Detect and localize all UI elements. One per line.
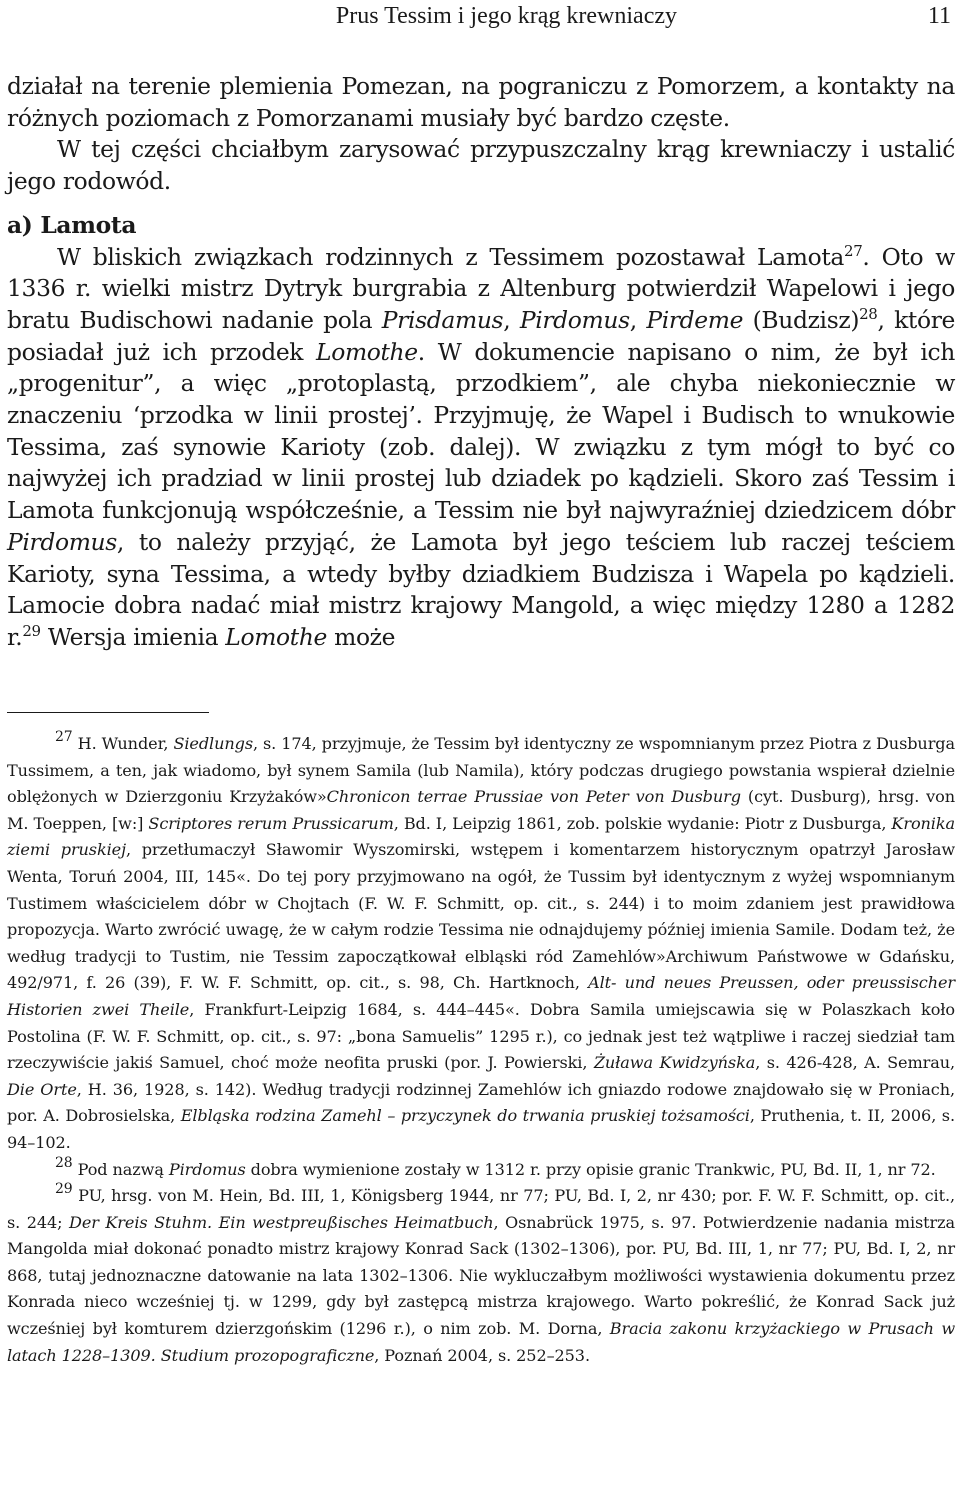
running-head-title: Prus Tessim i jego krąg krewniaczy	[335, 3, 677, 29]
italic-title: Bracia zakonu krzyżackiego w Prusach w latach 1228–1309. Studium prozopograficzne	[7, 1319, 955, 1365]
text-run: , s. 174, przyjmuje, że Tessim był identyczny ze wspomnianym przez Piotra z Dusburga Tussimem, a ten, jak wiadomo, był synem Samila (lub Namila), który podczas drugiego powstania wspierał dzielnie oblężonych w Dzierzgoniu Krzyżaków»	[7, 734, 955, 807]
footnote-28	[7, 1154, 955, 1184]
text-run: , które posiadał już ich przodek	[7, 305, 956, 366]
footnote-ref-27: 27	[844, 241, 863, 260]
text-run: dobra wymienione zostały w 1312 r. przy opisie granic Trankwic, PU, Bd. II, 1, nr 72.	[245, 1159, 936, 1179]
italic-title: Kronika ziemi pruskiej	[7, 813, 955, 860]
text-run: ,	[503, 305, 520, 334]
italic-title: Die Orte	[7, 1079, 77, 1099]
italic-title: Scriptores rerum Prussicarum	[148, 813, 394, 833]
paragraph-intro: W tej części chciałbym zarysować przypuszczalny krąg krewniaczy i ustalić jego rodowód.	[7, 135, 955, 196]
text-run: , Poznań 2004, s. 252–253.	[374, 1345, 590, 1365]
italic-term: Pirdeme	[646, 305, 744, 334]
text-run: (cyt. Dusburg), hrsg. von M. Toeppen, [w:]	[7, 787, 956, 833]
text-run: , Pruthenia, t. II, 2006, s. 94–102.	[7, 1106, 955, 1152]
paragraph-continued: działał na terenie plemienia Pomezan, na pograniczu z Pomorzem, a kontakty na różnych poziomach z Pomorzanami musiały być bardzo częste.	[7, 72, 955, 132]
text-run: Wersja imienia	[40, 622, 226, 651]
italic-term: Pirdomus	[7, 527, 117, 556]
text-run: PU, hrsg. von M. Hein, Bd. III, 1, Königsberg 1944, nr 77; PU, Bd. I, 2, nr 430; por. F. W. F. Schmitt, op. cit., s. 244;	[7, 1186, 955, 1232]
page-number: 11	[927, 3, 951, 29]
text-run: Pod nazwą	[72, 1159, 169, 1179]
text-run: , Osnabrück 1975, s. 97. Potwierdzenie nadania mistrza Mangolda miał dokonać ponadto mistrz krajowy Konrad Sack (1302–1306), por. PU, Bd. III, 1, nr 77; PU, Bd. I, 2, nr 868, tutaj jednoznaczne datowanie na lata 1302–1306. Nie wykluczałbym możliwości wystawienia dokumentu przez Konrada nieco wcześniej tj. w 1299, gdy był zastępcą mistrza krajowego. Warto pokreślić, że Konrad Sack już wcześniej był komturem dzierzgońskim (1296 r.), o nim zob. M. Dorna,	[7, 1212, 955, 1339]
footnote-ref-28: 28	[859, 304, 878, 323]
italic-term: Prisdamus	[381, 305, 504, 334]
text-run: , s. 426-428, A. Semrau,	[755, 1053, 956, 1073]
section-heading: a) Lamota	[7, 210, 137, 239]
footnote-number: 27	[55, 729, 73, 745]
italic-title: Pirdomus	[168, 1159, 246, 1179]
footnote-27	[7, 731, 955, 1157]
italic-title: Elbląska rodzina Zamehl – przyczynek do trwania pruskiej tożsamości	[180, 1106, 750, 1126]
text-run: W bliskich związkach rodzinnych z Tessimem pozostawał Lamota	[57, 242, 845, 271]
text-run: , Frankfurt-Leipzig 1684, s. 444–445«. Dobra Samila umiejscawia się w Polaszkach koło Postolina (F. W. F. Schmitt, op. cit., s. 97: „bona Samuelis” 1295 r.), co jednak jest też wątpliwe i raczej siedział tam rzeczywiście jakiś Samuel, choć może neofita pruski (por. J. Powierski,	[7, 999, 956, 1073]
italic-term: Pirdomus	[519, 305, 630, 334]
italic-title: Siedlungs	[173, 734, 253, 753]
text-run: (Budzisz)	[743, 305, 860, 334]
text-run: , przetłumaczył Sławomir Wyszomirski, wstępem i komentarzem historycznym opatrzył Jarosław Wenta, Toruń 2004, III, 145«. Do tej pory przyjmowano na ogół, że Tussim był identycznym z wyżej wspomnianym Tustimem właścicielem dóbr w Chojtach (F. W. F. Schmitt, op. cit., s. 244) i to moim zdaniem jest prawidłowa propozycja. Warto zwrócić uwagę, że w całym rodzie Tessima nie odnajdujemy później imienia Samile. Dodam też, że według tradycji to Tustim, nie Tessim zapoczątkował elbląski ród Zamehlów»Archiwum Państwowe w Gdańsku, 492/971, f. 26 (39), F. W. F. Schmitt, op. cit., s. 98, Ch. Hartknoch,	[7, 840, 955, 993]
italic-title: Der Kreis Stuhm. Ein westpreußisches Heimatbuch	[69, 1212, 494, 1232]
italic-term: Lomothe	[225, 622, 328, 651]
text-run: . W dokumencie napisano o nim, że był ich „progenitur”, a więc „protoplastą, przodkiem”, ale chyba niekoniecznie w znaczeniu ‘przodka w linii prostej’. Przyjmuję, że Wapel i Budisch to wnukowie Tessima, zaś synowie Karioty (zob. dalej). W związku z tym mógł to być co najwyżej ich pradziad w linii prostej lub dziadek po kądzieli. Skoro zaś Tessim i Lamota funkcjonują współcześnie, a Tessim nie był najwyraźniej dziedzicem dóbr	[7, 337, 955, 525]
text-run: ,	[629, 305, 647, 334]
footnote-ref-29: 29	[22, 621, 41, 640]
footnote-separator	[7, 712, 209, 713]
footnote-number: 28	[55, 1154, 73, 1171]
text-run: , Bd. I, Leipzig 1861, zob. polskie wydanie: Piotr z Dusburga,	[393, 813, 892, 833]
text-run: , H. 36, 1928, s. 142). Według tradycji rodzinnej Zamehlów ich gniazdo rodowe znajdowało się w Proniach, por. A. Dobrosielska,	[7, 1079, 955, 1126]
footnote-29	[7, 1183, 955, 1369]
footnote-number: 29	[55, 1181, 73, 1198]
text-run: może	[327, 622, 396, 651]
text-run: H. Wunder,	[72, 734, 174, 753]
text-run: . Oto w 1336 r. wielki mistrz Dytryk burgrabia z Altenburg potwierdził Wapelowi i jego bratu Budischowi nadanie pola	[7, 242, 955, 334]
footnotes	[7, 731, 955, 1369]
italic-title: Żuława Kwidzyńska	[593, 1053, 756, 1073]
text-run: , to należy przyjąć, że Lamota był jego teściem lub raczej teściem Karioty, syna Tessima, a wtedy byłby dziadkiem Budzisza i Wapela po kądzieli. Lamocie dobra nadać miał mistrz krajowy Mangold, a więc między 1280 a 1282 r.	[7, 527, 955, 651]
italic-title: Chronicon terrae Prussiae von Peter von Dusburg	[326, 787, 741, 807]
italic-title: Alt- und neues Preussen, oder preussischer Historien zwei Theile	[7, 973, 955, 1019]
paragraph-lamota	[7, 242, 955, 654]
italic-term: Lomothe	[316, 337, 418, 366]
body-text	[7, 71, 955, 654]
